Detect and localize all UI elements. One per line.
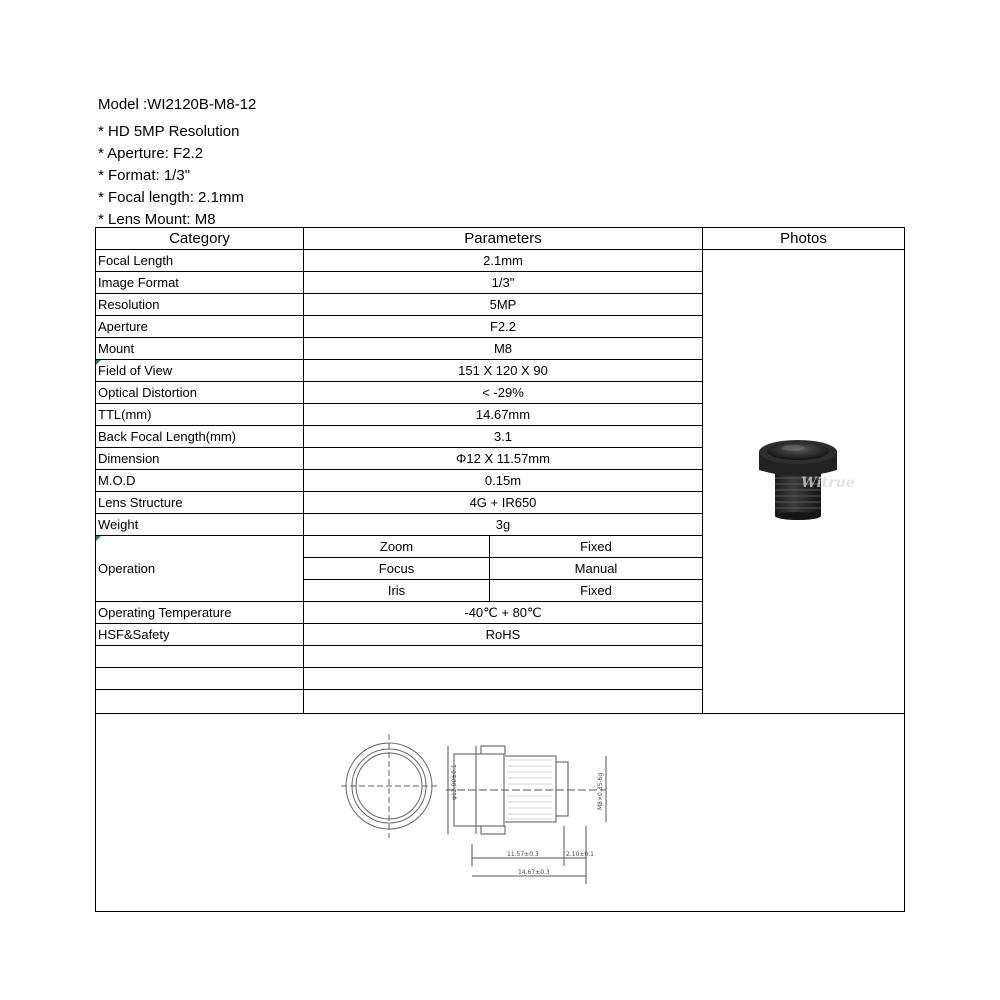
operation-label: Operation	[96, 536, 304, 602]
row-value: 4G + IR650	[304, 492, 703, 514]
dim-length-b: 2.10±0.1	[566, 851, 594, 858]
feature-line: * HD 5MP Resolution	[98, 123, 240, 140]
header-category: Category	[96, 228, 304, 250]
front-view	[341, 734, 437, 838]
model-title: Model :WI2120B-M8-12	[98, 96, 257, 113]
row-label: TTL(mm)	[96, 404, 304, 426]
row-label: Optical Distortion	[96, 382, 304, 404]
drawing-row	[96, 714, 905, 912]
row-value: 0.15m	[304, 470, 703, 492]
row-value: 14.67mm	[304, 404, 703, 426]
row-value: 5MP	[304, 294, 703, 316]
dim-length-a: 11.57±0.3	[507, 851, 539, 858]
row-value: -40℃ + 80℃	[304, 602, 703, 624]
row-value: 2.1mm	[304, 250, 703, 272]
row-label: Aperture	[96, 316, 304, 338]
row-label: Lens Structure	[96, 492, 304, 514]
spec-table	[95, 227, 905, 912]
row-value: RoHS	[304, 624, 703, 646]
lens-photo	[749, 430, 859, 530]
row-value: Φ12 X 11.57mm	[304, 448, 703, 470]
photo-watermark: Witrue	[800, 475, 855, 491]
technical-drawing	[96, 716, 905, 906]
side-view	[446, 746, 606, 884]
header-photos: Photos	[703, 228, 905, 250]
row-label: Resolution	[96, 294, 304, 316]
row-label: Field of View	[96, 360, 304, 382]
row-label: Focal Length	[96, 250, 304, 272]
empty-cell	[304, 646, 703, 668]
row-label: Operating Temperature	[96, 602, 304, 624]
operation-item-value: Fixed	[490, 536, 703, 558]
empty-cell	[96, 646, 304, 668]
dim-ttl: 14.67±0.3	[518, 869, 550, 876]
row-value: 151 X 120 X 90	[304, 360, 703, 382]
table-header-row	[96, 228, 905, 250]
row-label: Image Format	[96, 272, 304, 294]
empty-cell	[304, 690, 703, 714]
row-value: 1/3"	[304, 272, 703, 294]
row-value: F2.2	[304, 316, 703, 338]
feature-line: * Format: 1/3"	[98, 167, 191, 184]
feature-line: * Focal length: 2.1mm	[98, 189, 244, 206]
dim-diameter: φ12.00±0.1	[451, 764, 458, 800]
feature-line: * Lens Mount: M8	[98, 211, 216, 228]
operation-item-name: Focus	[304, 558, 490, 580]
row-label: Mount	[96, 338, 304, 360]
drawing-cell	[96, 714, 905, 912]
row-label: M.O.D	[96, 470, 304, 492]
row-label: Dimension	[96, 448, 304, 470]
feature-line: * Aperture: F2.2	[98, 145, 204, 162]
row-label: Back Focal Length(mm)	[96, 426, 304, 448]
row-value: < -29%	[304, 382, 703, 404]
empty-cell	[96, 690, 304, 714]
table-row	[96, 250, 905, 272]
photo-cell	[703, 250, 905, 714]
row-label: Weight	[96, 514, 304, 536]
empty-cell	[96, 668, 304, 690]
operation-item-name: Zoom	[304, 536, 490, 558]
row-value: M8	[304, 338, 703, 360]
operation-item-name: Iris	[304, 580, 490, 602]
row-label: HSF&Safety	[96, 624, 304, 646]
operation-item-value: Manual	[490, 558, 703, 580]
empty-cell	[304, 668, 703, 690]
row-value: 3g	[304, 514, 703, 536]
row-value: 3.1	[304, 426, 703, 448]
header-parameters: Parameters	[304, 228, 703, 250]
spec-header	[98, 94, 256, 231]
dim-thread: M8×0.35-6g	[597, 772, 604, 810]
operation-item-value: Fixed	[490, 580, 703, 602]
